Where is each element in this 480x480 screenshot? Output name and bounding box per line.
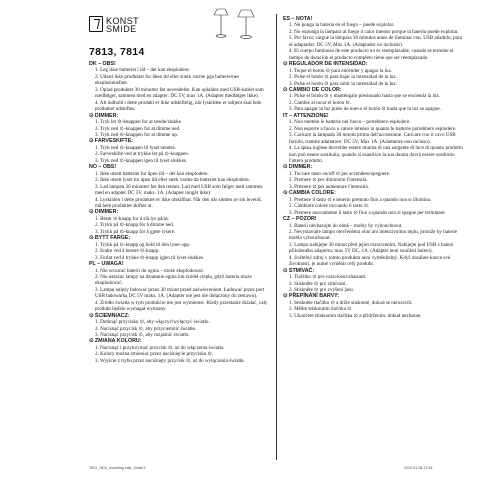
instruction-item: 2. Stiskněte ⊙ pro ztmívání. [289,280,347,287]
instruction-item: 3. Premere nuovamente il tasto ⊙ fino a quando non si spegne per terminare. [289,209,446,216]
instruction-item: 4. Světelný zdroj v tomto produktu není vyměnitelný. Když dosáhne konce své životnosti, je nutné vyměnit celý produkt. [289,254,451,268]
instruction-item: 3. Para apagar la luz pulse de nuevo el botón ⊙ hasta que la luz se apague. [289,106,441,113]
section-heading: ⊙ ZMIANA KOLORU: [89,338,142,345]
section-heading: ⊙ CAMBIO DE COLOR: [283,86,342,93]
konstsmide-logo-mark [89,16,103,32]
instruction-item: 1. Toccare tasto on/off ⊙ per accendere/spegnere. [289,170,391,177]
instruction-item: 2. No exponga la lámpara al fuego o calor intenso porque la batería puede explotar. [289,28,459,35]
instruction-item: 3. Lampę należy ładować przez 30 minut przed zaświeceniem. Ładować przez port USB ładowarką DC 5V maks. 1A. (Adapter nie jest nie dołączony do zestawu). [95,286,265,300]
instruction-item: 1. Non mettere le batterie nel fuoco – potrebbero esplodere. [289,119,411,126]
instruction-item: 2. Nevystavujte lampu otevřenému ohni ani intenzivnímu teplu, protože by baterie mohla vybouchnout. [289,228,458,242]
section-heading: ⊙ FARVESKIFTE: [89,138,134,145]
instruction-item: 1. Leg ikke batteriet i ild – det kan eksplodere. [95,67,190,74]
instruction-item: 1. Tryk let ⊙-knappen for at tænde/slukke. [95,119,183,126]
section-heading: ⊙ PŘEPÍNÁNÍ BARVY: [283,293,340,300]
instruction-item: 4. Lyskilden i dette produktet er ikke utskiftbar. Når den når slutten av sin levetid, må hele produktet skiftes ut. [95,196,262,209]
section-heading: ⊙ REGULADOR DE INTENSIDAD: [283,61,368,68]
instruction-item: 3. Tryk ned ⊙-knappen for at dimme op. [95,131,179,138]
instruction-item: 4. La spina inglese dovrebbe essere munita di una sorgente di luce di quanto prodotto non può essere sostituita, quando si esaurisce la sua durata dovrà essere sostituito l'intero prodotto. [289,145,463,164]
instruction-item: 2. Endre ved å berøre ⊙-knapp. [95,248,160,255]
section-heading: ⊙ ŚCIEMNIACZ: [89,312,130,319]
instruction-item: 1. Tlačítko ⊙ pro rozsvícení/zhasnutí. [289,274,367,281]
instruction-item: 3. Oplad produktet 30 minutter før anvendelse. Kan oplaldes med USB-kablet som medfølger, sammen med en adapter: DC 5V, max 1A. (Adapter medfølger ikke). [95,86,264,100]
instruction-item: 3. Lad lampen 30 minutter før den tennes. Lad med USB som følger med sammen med en adapter DC 5V, maks. 1A. (Adapter inngår ikke). [95,183,263,197]
instruction-item: 3. Caricare la lampada 30 minuti prima dell'accensione. Caricare con il cavo USB fornito, tramite adattatore: DC 5V, Max 1A. (Adattatore non incluso). [289,132,456,145]
instruction-item: 3. Trykk på ⊙-knapp for å gjøre lysere. [95,228,176,235]
instruction-item: 1. Tryk ned ⊙-knappen til lyset tændes. [95,144,176,151]
instruction-item: 1. Trykk på ⊙-knapp og hold til den lyser opp. [95,241,191,248]
brand-logo [89,16,169,36]
instruction-item: 1. Stiskněte tlačítko ⊙ a držte stisknuté, dokud se nerozsvítí. [289,299,413,306]
instruction-item: 1. Ikke utsett batteriet for åpen ild – det kan eksplodere. [95,170,209,177]
instruction-item: 3. Wyjście z trybu przez naciśnięty przycisk ⊙, aż do wyłączenia światła. [95,357,245,364]
instruction-item: 4. Źródło światła w tym produkcie nie jest wymienne. Kiedy przestanie działać, cały produkt będzie wymagał wymiany. [95,299,268,313]
instruction-item: 2. Tryk ned ⊙-knappen for at dimme ned. [95,125,181,132]
section-heading: ⊙ DIMMER: [89,209,119,216]
instruction-item: 2. Nie narażać lampy na działanie ognia lub źródeł ciepła, gdyż bateria może eksplodować. [95,273,252,287]
brand-name-line1: KONST [106,16,140,26]
section-heading: NO – OBS! [89,164,117,171]
instruction-item: 2. Cambiare colore toccando il tasto ⊙. [289,203,370,210]
instruction-item: 3. Por favor, cargue la lámpara 30 minutos antes de iluminar con. USB añadido, para el adaptador: DC 5V, Máx 1A. (Adaptador no incluido). [289,35,462,48]
column-divider [276,14,277,460]
instruction-item: 3. Nacisnąć przycisk ⊙, aby rozjaśnić światło. [95,332,190,339]
instruction-item: 3. Ukončete stisknutím tlačítka ⊙ a přidržením, dokud nezhasne. [289,312,422,319]
section-heading: ES – NOTA! [283,16,313,22]
instruction-item: 1. Dotknąć przycisku ⊙, aby włączyć/wyłączyć światło. [95,319,210,326]
instruction-item: 1. Baterii nevhazujte do ohně – mohly by vybouchnout. [289,222,403,229]
instruction-item: 2. Měňte stisknutím tlačítka ⊙. [289,306,353,313]
instruction-item: 3. Forlat ved å trykke ⊙-knapp igjen til lyset slukkes. [95,254,205,261]
instruction-item: 2. Udsæt ikke produktet for åben ild eller stærk varme pga batteriernes eksplosionsfare. [95,73,239,87]
brand-name-line2: SMIDE [106,24,137,34]
instruction-item: 3. Pulse el botón ⊙ para subir la intensidad de la luz. [289,80,397,87]
footer-timestamp: 2020-01-28 17:26 [404,466,433,470]
instruction-item: 3. Stiskněte ⊙ pro zvýšení jasu. [289,287,354,294]
instruction-item: 2. Farveskifte ved at trykke let på ⊙-knappen. [95,151,190,158]
instruction-item: 3. Lampu nabíjejte 30 minut před jejím rozsvícením. Nabíjejte pod USB s balení přiloženého adaptéru: max 5V DC, 1A. (Adaptér není součástí balení). [289,241,454,255]
section-heading: ⊙ BYTT FARGE: [89,235,131,242]
section-heading: ⊙ DIMMER: [89,112,119,119]
section-heading: ⊙ STMÍVAČ: [283,267,315,274]
instruction-item: 1. Berør ⊙-knapp for å slå lys på/av. [95,215,170,222]
instruction-item: 1. Pulse el botón ⊙ y manténgalo presionado hasta que se encienda la luz. [289,93,440,100]
instruction-item: 3. Tryk ned ⊙-knappen igen til lyset slukkes. [95,157,188,164]
instruction-item: 1. Premere il tasto ⊙ e tenerlo premuto fino a quando non si illumina. [289,196,432,203]
instruction-item: 1. Nacisnąć i przytrzymać przycisk ⊙, aż do włączenia światła. [95,344,225,351]
instruction-item: 1. Nie wrzucać baterii do ognia – może eksplodować. [95,267,205,274]
instruction-item: 2. Trykk på ⊙-knapp for å dimme ned. [95,222,175,229]
instruction-item: 2. Non esporre a fuoco o calore intenso in quanto le batterie potrebbero esplodere. [289,125,457,132]
right-column-instructions [283,16,465,319]
instruction-item: 4. El cuerpo luminoso de este producto no es reemplazable, cuando se termine el tiempo de duración el producto completo tiene que ser reemplazado. [289,48,454,61]
section-heading: IT – ATTENZIONE! [283,112,329,119]
instruction-item: 2. Cambie al tocar el botón ⊙. [289,99,351,106]
instruction-item: 2. Nacisnąć przycisk ⊙, aby przyciemnić światło. [95,325,197,332]
instruction-item: 2. Premere ⊙ per diminuire l'intensità. [289,177,368,184]
instruction-item: 4. Alt indhold i dette produkt er ikke udskiftelig, når lyskilden er udtjent skal hele produktet udskiftes. [95,99,262,113]
section-heading: ⊙ CAMBIA COLORE: [283,190,336,197]
instruction-item: 1. No ponga la batería en el fuego – puede explotar. [289,22,395,29]
lamp-illustration [208,6,266,40]
section-heading: CZ – POZOR! [283,216,317,223]
section-heading: PL – UWAGA! [89,261,124,268]
instruction-item: 3. Premere ⊙ per aumentare l'intensità. [289,183,370,190]
instruction-item: 2. Pulse el botón ⊙ para bajar la intensidad de la luz. [289,74,397,81]
instruction-item: 2. Ikke utsett lyset for åpen ild eller sterk varme da batteriet kan eksplodere. [95,177,250,184]
section-heading: DK – OBS! [89,61,116,67]
instruction-item: 1. Toque el botón ⊙ para encender y apagar la luz. [289,67,393,74]
instruction-item: 2. Kolory można zmieniać przez naciśnięcie przycisku ⊙. [95,351,214,358]
left-column-instructions [89,61,269,364]
model-number: 7813, 7814 [89,46,145,58]
section-heading: ⊙ DIMMER: [283,164,313,171]
footer-filename: 7813_7814_mounting instr_Small 2 [89,466,146,470]
